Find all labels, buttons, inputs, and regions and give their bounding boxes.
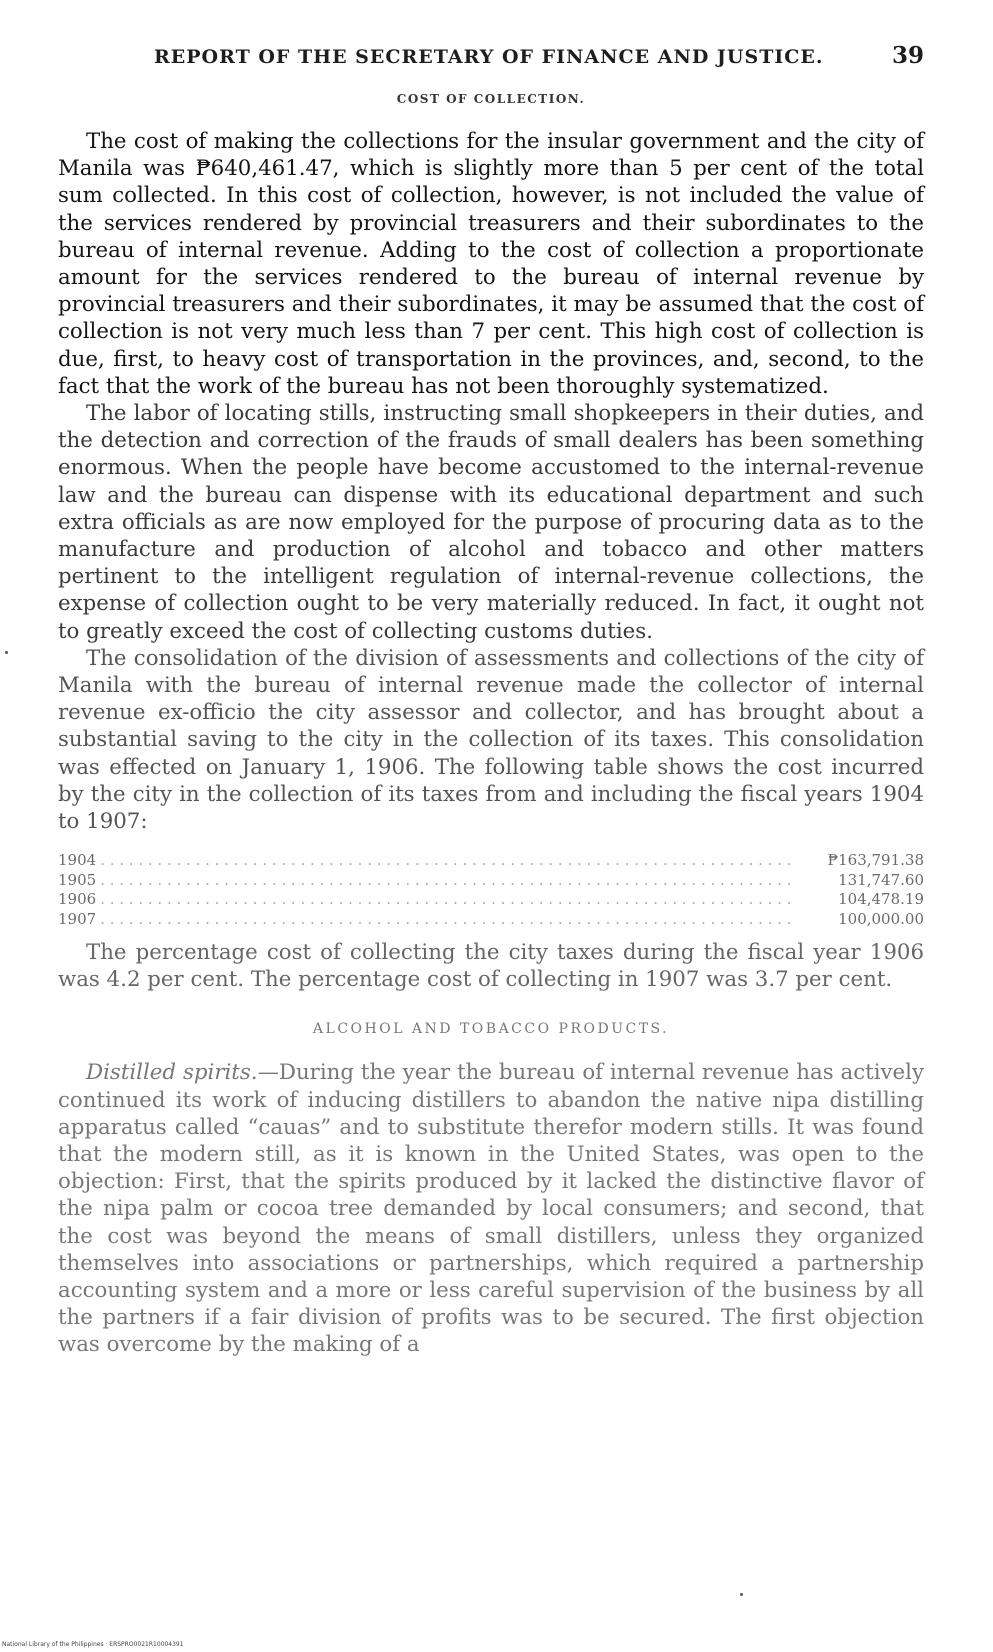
leader-dots <box>100 871 798 890</box>
body-paragraph: The percentage cost of collecting the city taxes during the fiscal year 1906 was 4.2 per cent. The percentage cost of collecting in 1907 was 3.7 per cent. <box>58 939 924 993</box>
scan-speck <box>740 1593 743 1596</box>
page-number: 39 <box>891 42 924 69</box>
leader-dots <box>100 910 798 929</box>
paragraph-text: —During the year the bureau of internal revenue has actively continued its work of inducing distillers to abandon the native nipa distilling apparatus called “cauas” and to substitute therefor modern stills. It was found that the modern still, as it is known in the United States, was open to the objection: First, that the spirits produced by it lacked the distinctive flavor of the nipa palm or cocoa tree demanded by local consumers; and second, that the cost was beyond the means of small distillers, unless they organized themselves into associations or partnerships, which required a partnership accounting system and a more or less careful supervision of the business by all the partners if a fair division of profits was to be secured. The first objection was overcome by the making of a <box>58 1060 924 1358</box>
scan-speck <box>5 651 8 654</box>
table-row <box>58 871 924 890</box>
body-paragraph: The cost of making the collections for the insular government and the city of Manila was ₱640,461.47, which is slightly more than 5 per cent of the total sum collected. In this cost of collection, however, is not included the value of the services rendered by provincial treasurers and their subordinates to the bureau of internal revenue. Adding to the cost of collection a proportionate amount for the services rendered to the bureau of internal revenue by provincial treasurers and their subordinates, it may be assumed that the cost of collection is not very much less than 7 per cent. This high cost of collection is due, first, to heavy cost of transportation in the provinces, and, second, to the fact that the work of the bureau has not been thoroughly systematized. <box>58 129 924 399</box>
table-year: 1906 <box>58 890 97 909</box>
table-row <box>58 910 924 929</box>
body-paragraph <box>58 1059 924 1358</box>
table-year: 1904 <box>58 851 97 870</box>
table-amount: 131,747.60 <box>838 870 924 889</box>
table-year: 1905 <box>58 870 97 889</box>
body-paragraph: The consolidation of the division of assessments and collections of the city of Manila with the bureau of internal revenue made the collector of internal revenue ex-officio the city assessor and collector, and has brought about a substantial saving to the city in the collection of its taxes. This consolidation was effected on January 1, 1906. The following table shows the cost incurred by the city in the collection of its taxes from and including the fiscal years 1904 to 1907: <box>58 645 924 835</box>
scan-credit-line: National Library of the Philippines · ERSPRO0021R10004391 <box>2 1641 184 1648</box>
table-row <box>58 851 924 870</box>
runin-heading: Distilled spirits. <box>86 1060 258 1086</box>
body-paragraph: The labor of locating stills, instructing small shopkeepers in their duties, and the detection and correction of the frauds of small dealers has been something enormous. When the people have become accustomed to the internal-revenue law and the bureau can dispense with its educational department and such extra officials as are now employed for the purpose of procuring data as to the manufacture and production of alcohol and tobacco and other matters pertinent to the intelligent regulation of internal-revenue collections, the expense of collection ought to be very materially reduced. In fact, it ought not to greatly exceed the cost of collecting customs duties. <box>58 401 924 644</box>
running-header <box>58 42 924 76</box>
section-heading-cost-of-collection: COST OF COLLECTION. <box>396 92 586 106</box>
table-year: 1907 <box>58 909 97 928</box>
section-heading-alcohol-and-tobacco: ALCOHOL AND TOBACCO PRODUCTS. <box>312 1021 670 1038</box>
table-amount: ₱163,791.38 <box>827 851 924 870</box>
table-amount: 104,478.19 <box>838 890 924 909</box>
running-title: REPORT OF THE SECRETARY OF FINANCE AND JUSTICE. <box>154 46 824 68</box>
table-amount: 100,000.00 <box>838 909 924 928</box>
report-page <box>58 42 924 1359</box>
leader-dots <box>100 890 798 909</box>
leader-dots <box>100 851 798 870</box>
table-row <box>58 890 924 909</box>
city-tax-collection-cost-table <box>58 851 924 929</box>
